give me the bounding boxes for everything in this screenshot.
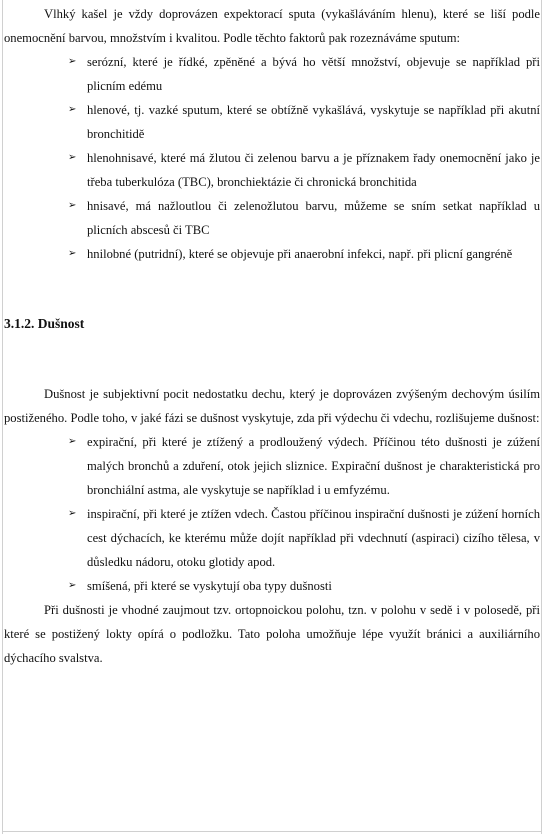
list-item-text: serózní, které je řídké, zpěněné a bývá ho větší množství, objevuje se například při plicním edému <box>87 55 540 93</box>
list-item-text: hnisavé, má nažloutlou či zelenožlutou barvu, můžeme se sním setkat například u plicních abscesů či TBC <box>87 199 540 237</box>
arrow-bullet-icon: ➢ <box>68 56 77 67</box>
document-page <box>4 2 540 670</box>
list-item <box>4 574 540 598</box>
section-heading: 3.1.2. Dušnost <box>4 316 85 331</box>
page-border-bottom <box>2 831 542 832</box>
sputum-type-list <box>4 50 540 266</box>
arrow-bullet-icon: ➢ <box>68 508 77 519</box>
page-border-left <box>2 0 3 834</box>
sputum-intro-paragraph: Vlhký kašel je vždy doprovázen expektorací sputa (vykašláváním hlenu), které se liší podle onemocnění barvou, množstvím i kvalitou. Podle těchto faktorů pak rozeznáváme sputum: <box>4 7 540 45</box>
list-item <box>4 430 540 502</box>
list-item <box>4 146 540 194</box>
arrow-bullet-icon: ➢ <box>68 152 77 163</box>
list-item-text: hlenové, tj. vazké sputum, které se obtížně vykašlává, vyskytuje se například při akutní bronchitidě <box>87 103 540 141</box>
position-paragraph: Při dušnosti je vhodné zaujmout tzv. ortopnoickou polohu, tzn. v polohu v sedě i v polosedě, při které se postižený lokty opírá o podložku. Tato poloha umožňuje lépe využít bránici a auxiliárního dýchacího svalstva. <box>4 603 540 665</box>
arrow-bullet-icon: ➢ <box>68 580 77 591</box>
list-item <box>4 50 540 98</box>
list-item-text: expirační, při které je ztížený a prodloužený výdech. Příčinou této dušnosti je zúžení malých bronchů a zduření, otok jejich sliznice. Expirační dušnost je charakteristická pro bronchiální astma, ale vyskytuje se například i u emfyzému. <box>87 435 540 497</box>
arrow-bullet-icon: ➢ <box>68 248 77 259</box>
list-item <box>4 502 540 574</box>
spacer <box>4 266 540 312</box>
arrow-bullet-icon: ➢ <box>68 436 77 447</box>
page-border-right <box>541 0 542 834</box>
spacer <box>4 336 540 382</box>
list-item-text: inspirační, při které je ztížen vdech. Častou příčinou inspirační dušnosti je zúžení horních cest dýchacích, ke kterému může dojít například při vdechnutí (aspiraci) cizího tělesa, v důsledku nádoru, otoku glotidy apod. <box>87 507 540 569</box>
list-item <box>4 242 540 266</box>
list-item <box>4 194 540 242</box>
list-item <box>4 98 540 146</box>
list-item-text: hlenohnisavé, které má žlutou či zelenou barvu a je příznakem řady onemocnění jako je třeba tuberkulóza (TBC), bronchiektázie či chronická bronchitida <box>87 151 540 189</box>
arrow-bullet-icon: ➢ <box>68 200 77 211</box>
dyspnea-type-list <box>4 430 540 598</box>
list-item-text: smíšená, při které se vyskytují oba typy dušnosti <box>87 579 332 593</box>
arrow-bullet-icon: ➢ <box>68 104 77 115</box>
list-item-text: hnilobné (putridní), které se objevuje při anaerobní infekci, např. při plicní gangréně <box>87 247 513 261</box>
dyspnea-intro-paragraph: Dušnost je subjektivní pocit nedostatku dechu, který je doprovázen zvýšeným dechovým úsilím postiženého. Podle toho, v jaké fázi se dušnost vyskytuje, zda při výdechu či vdechu, rozlišujeme dušnost: <box>4 387 540 425</box>
